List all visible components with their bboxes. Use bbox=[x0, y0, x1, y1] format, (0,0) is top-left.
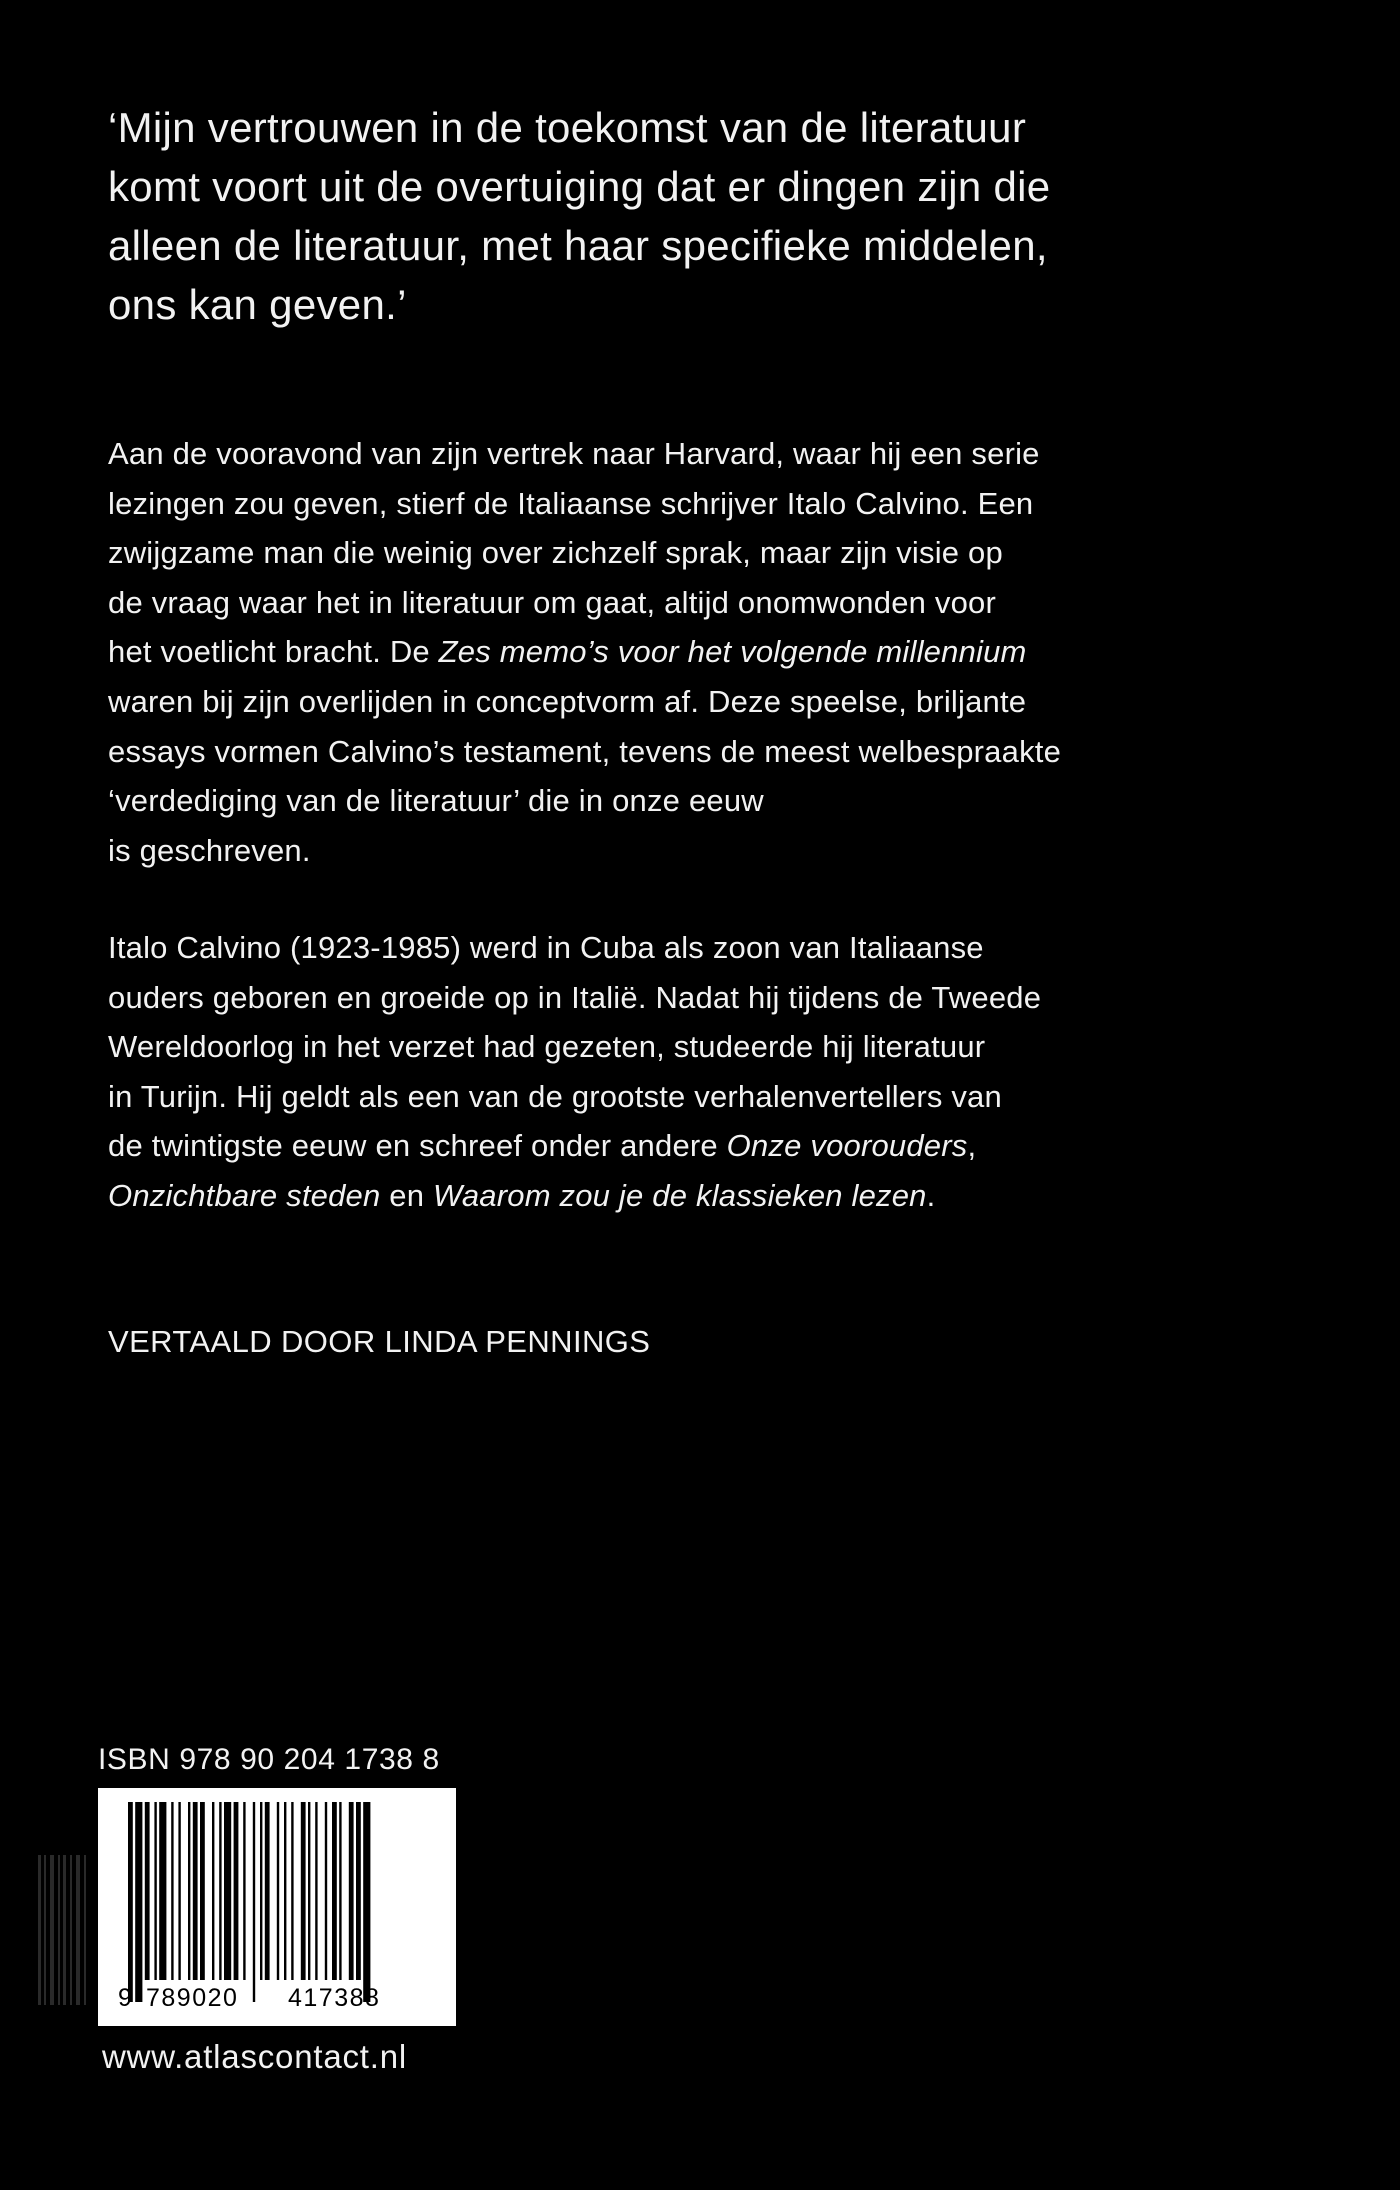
book-title-italic: Waarom zou je de klassieken lezen bbox=[432, 1177, 927, 1213]
barcode-first-digit: 9 bbox=[118, 1984, 132, 2012]
isbn-label: ISBN 978 90 204 1738 8 bbox=[98, 1743, 440, 1776]
bio-text: , bbox=[967, 1128, 977, 1164]
barcode-bar bbox=[301, 1802, 306, 1980]
blurb-line: essays vormen Calvino’s testament, tevens de meest welbespraakte bbox=[108, 733, 1062, 769]
bio-line: ouders geboren en groeide op in Italië. Nadat hij tijdens de Tweede bbox=[108, 979, 1042, 1015]
bio-text: en bbox=[380, 1177, 433, 1213]
barcode-left-digits: 789020 bbox=[146, 1984, 239, 2012]
bio-text: . bbox=[926, 1177, 936, 1213]
blurb-line: ‘verdediging van de literatuur’ die in onze eeuw bbox=[108, 783, 764, 819]
blurb-line: waren bij zijn overlijden in conceptvorm af. Deze speelse, briljante bbox=[108, 683, 1027, 719]
barcode-bar bbox=[277, 1802, 279, 1980]
barcode-bar bbox=[363, 1802, 370, 2002]
quote-line: ons kan geven.’ bbox=[108, 281, 407, 328]
barcode-bar bbox=[224, 1802, 231, 1980]
barcode-bar bbox=[243, 1802, 245, 1980]
bio-line: Italo Calvino (1923-1985) werd in Cuba als zoon van Italiaanse bbox=[108, 930, 984, 965]
barcode-bar bbox=[339, 1802, 341, 1980]
barcode-bar bbox=[188, 1802, 190, 1980]
blurb-line: Aan de vooravond van zijn vertrek naar Harvard, waar hij een serie bbox=[108, 436, 1040, 471]
ean-barcode bbox=[98, 1788, 456, 2026]
translator-credit: VERTAALD DOOR LINDA PENNINGS bbox=[108, 1324, 651, 1359]
barcode-bar bbox=[159, 1802, 166, 1980]
barcode-bar bbox=[128, 1802, 133, 2002]
barcode-bar bbox=[356, 1802, 361, 1980]
barcode-bar bbox=[332, 1802, 337, 1980]
barcode-bar bbox=[154, 1802, 156, 1980]
barcode-bar bbox=[284, 1802, 286, 1980]
barcode-right-digits: 417388 bbox=[288, 1984, 381, 2012]
book-title-italic: Zes memo’s voor het volgende millennium bbox=[438, 634, 1027, 670]
blurb-line: lezingen zou geven, stierf de Italiaanse schrijver Italo Calvino. Een bbox=[108, 485, 1034, 521]
bio-line bbox=[108, 1171, 1258, 1221]
barcode-bar bbox=[349, 1802, 354, 1980]
quote-line: komt voort uit de overtuiging dat er dingen zijn die bbox=[108, 163, 1051, 210]
barcode-bar bbox=[308, 1802, 310, 1980]
ghost-barcode-decoration bbox=[30, 1855, 100, 2035]
barcode-bar bbox=[171, 1802, 173, 1980]
barcode-bar bbox=[212, 1802, 214, 1980]
bio-text: de twintigste eeuw en schreef onder andere bbox=[108, 1128, 727, 1164]
barcode-bar bbox=[219, 1802, 221, 1980]
barcode-bar bbox=[253, 1802, 255, 2002]
quote-line: ‘Mijn vertrouwen in de toekomst van de literatuur bbox=[108, 104, 1027, 151]
book-title-italic: Onze voorouders bbox=[726, 1128, 968, 1164]
barcode-bar bbox=[145, 1802, 150, 1980]
quote-line: alleen de literatuur, met haar specifieke middelen, bbox=[108, 222, 1048, 269]
blurb-line: de vraag waar het in literatuur om gaat, altijd onomwonden voor bbox=[108, 584, 996, 620]
bio-line: in Turijn. Hij geldt als een van de grootste verhalenvertellers van bbox=[108, 1078, 1002, 1114]
barcode-bar bbox=[178, 1802, 180, 1980]
blurb-paragraph bbox=[108, 429, 1258, 875]
bio-line: Wereldoorlog in het verzet had gezeten, studeerde hij literatuur bbox=[108, 1029, 986, 1065]
barcode-bar bbox=[193, 1802, 198, 1980]
barcode-bar bbox=[315, 1802, 317, 1980]
blurb-line bbox=[108, 627, 1258, 677]
blurb-text: het voetlicht bracht. De bbox=[108, 634, 439, 670]
barcode-bar bbox=[325, 1802, 327, 1980]
blurb-line: is geschreven. bbox=[108, 832, 311, 868]
barcode-bar bbox=[260, 1802, 262, 1980]
publisher-website: www.atlascontact.nl bbox=[102, 2038, 407, 2075]
bio-line bbox=[108, 1121, 1258, 1171]
blurb-line: zwijgzame man die weinig over zichzelf sprak, maar zijn visie op bbox=[108, 535, 1003, 571]
pull-quote bbox=[108, 98, 1258, 334]
barcode-bar bbox=[234, 1802, 239, 1980]
book-title-italic: Onzichtbare steden bbox=[108, 1177, 381, 1213]
barcode-bar bbox=[135, 1802, 142, 2002]
author-bio-paragraph bbox=[108, 923, 1258, 1221]
barcode-bar bbox=[265, 1802, 270, 1980]
barcode-bar bbox=[200, 1802, 205, 1980]
barcode-bar bbox=[291, 1802, 293, 1980]
